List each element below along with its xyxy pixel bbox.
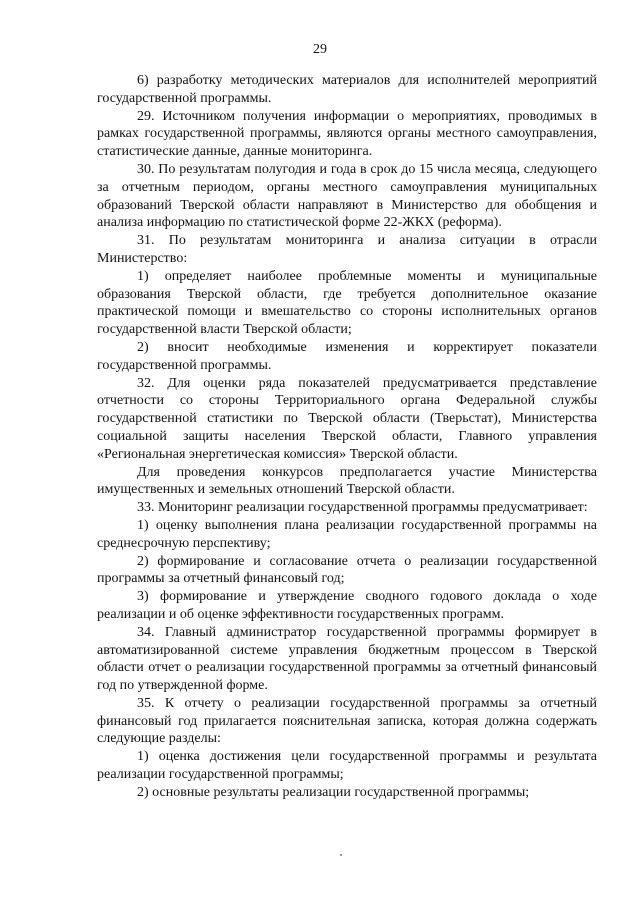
- paragraph: 3) формирование и утверждение сводного годового доклада о ходе реализации и об оценке эффективности государственных программ.: [97, 589, 597, 622]
- paragraph: 6) разработку методических материалов для исполнителей мероприятий государственной программы.: [97, 73, 597, 106]
- page-number: 29: [313, 42, 327, 57]
- paragraph: 29. Источником получения информации о мероприятиях, проводимых в рамках государственной программы, являются органы местного самоуправления, статистические данные, данные мониторинга.: [97, 108, 597, 160]
- scan-speck: [340, 854, 342, 856]
- paragraph: 2) основные результаты реализации государственной программы;: [137, 784, 530, 800]
- paragraph: Для проведения конкурсов предполагается участие Министерства имущественных и земельных отношений Тверской области.: [97, 464, 597, 498]
- paragraph: 2) вносит необходимые изменения и корректирует показатели государственной программы.: [97, 339, 597, 373]
- paragraph: 2) формирование и согласование отчета о реализации государственной программы за отчетный финансовый год;: [97, 553, 597, 587]
- paragraph: 1) определяет наиболее проблемные моменты и муниципальные образования Тверской области, где требуется дополнительное оказание практической помощи и вмешательство со стороны исполнительных органов государственной власти Тверской области;: [97, 268, 597, 338]
- paragraph: 1) оценку выполнения плана реализации государственной программы на среднесрочную перспективу;: [97, 517, 597, 551]
- paragraph: 33. Мониторинг реализации государственной программы предусматривает:: [137, 500, 588, 516]
- paragraph: 31. По результатам мониторинга и анализа ситуации в отрасли Министерство:: [97, 233, 597, 266]
- document-body: [97, 72, 597, 802]
- paragraph: 35. К отчету о реализации государственной программы за отчетный финансовый год прилагается пояснительная записка, которая должна содержать следующие разделы:: [97, 695, 597, 747]
- paragraph: 34. Главный администратор государственной программы формирует в автоматизированной системе управления бюджетным процессом в Тверской области отчет о реализации государственной программы за отчетный финансовый год по утвержденной форме.: [97, 624, 597, 694]
- paragraph: 30. По результатам полугодия и года в срок до 15 числа месяца, следующего за отчетным периодом, органы местного самоуправления муниципальных образований Тверской области направляют в Министерство для обобщения и анализа информацию по статистической форме 22-ЖКХ (реформа).: [97, 161, 597, 231]
- paragraph: 1) оценка достижения цели государственной программы и результата реализации государственной программы;: [97, 749, 597, 783]
- paragraph: 32. Для оценки ряда показателей предусматривается представление отчетности со стороны Территориального органа Федеральной службы государственной статистики по Тверской области (Тверьстат), Министерства социальной защиты населения Тверской области, Главного управления «Региональная энергетическая комиссия» Тверской области.: [97, 375, 597, 462]
